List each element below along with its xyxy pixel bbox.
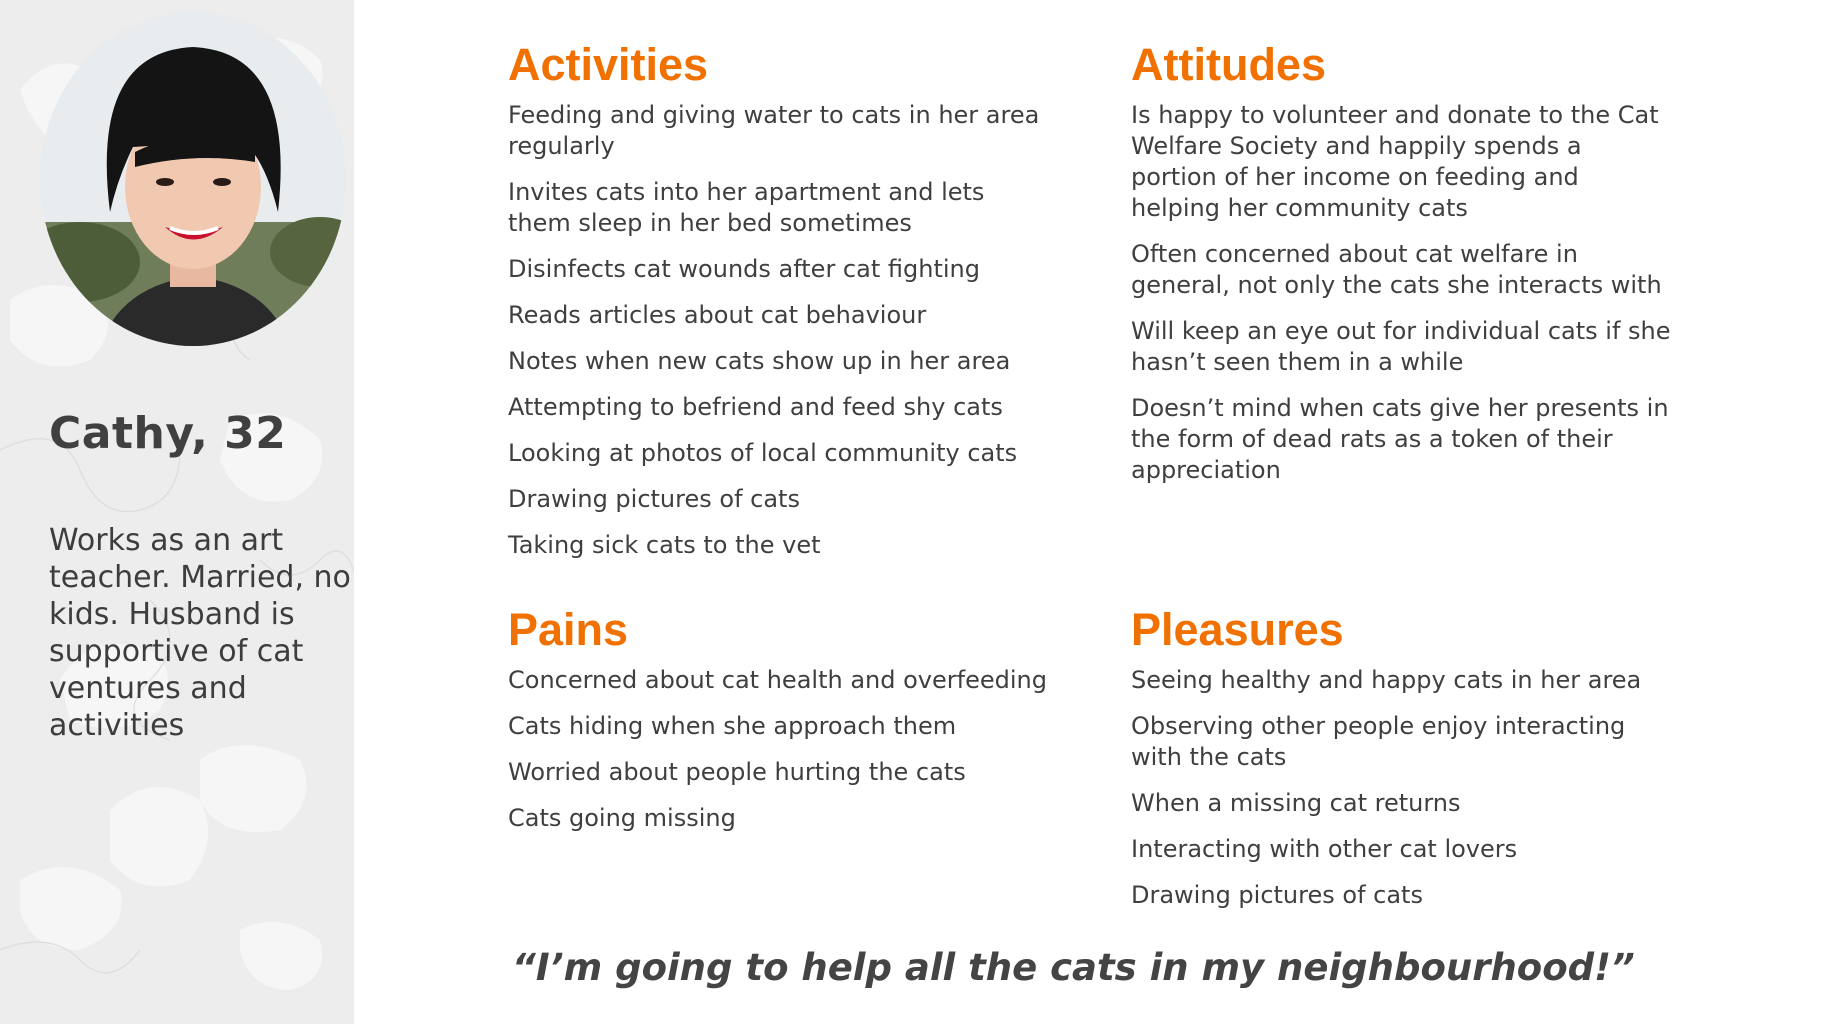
list-item: Seeing healthy and happy cats in her area [1131, 666, 1642, 694]
list-item: Cats hiding when she approach them [508, 712, 957, 740]
list-item: Will keep an eye out for individual cats if she hasn’t seen them in a while [1131, 317, 1671, 376]
persona-bio: Works as an art teacher. Married, no kids. Husband is supportive of cat ventures and activities [49, 523, 351, 743]
list-item: Drawing pictures of cats [508, 485, 800, 513]
attitudes-heading: Attitudes [1131, 39, 1326, 90]
list-item: Observing other people enjoy interacting with the cats [1131, 712, 1626, 771]
list-item: Reads articles about cat behaviour [508, 301, 927, 329]
list-item: Doesn’t mind when cats give her presents in the form of dead rats as a token of their appreciation [1131, 394, 1669, 484]
list-item: Cats going missing [508, 804, 736, 832]
list-item: Taking sick cats to the vet [508, 531, 821, 559]
list-item: Disinfects cat wounds after cat fighting [508, 255, 980, 283]
list-item: Looking at photos of local community cats [508, 439, 1018, 467]
activities-section [508, 40, 1048, 576]
pains-heading: Pains [508, 604, 629, 655]
pleasures-heading: Pleasures [1131, 604, 1344, 655]
list-item: Worried about people hurting the cats [508, 758, 966, 786]
pleasures-list [1131, 665, 1671, 911]
pains-section [508, 605, 1048, 849]
list-item: Attempting to befriend and feed shy cats [508, 393, 1003, 421]
persona-quote: “I’m going to help all the cats in my neighbourhood!” [512, 946, 1635, 989]
list-item: Drawing pictures of cats [1131, 881, 1423, 909]
attitudes-section [1131, 40, 1671, 501]
list-item: Feeding and giving water to cats in her area regularly [508, 101, 1040, 160]
pains-list [508, 665, 1048, 834]
list-item: Often concerned about cat welfare in general, not only the cats she interacts with [1131, 240, 1662, 299]
portrait-photo-icon [40, 12, 346, 346]
persona-avatar [40, 12, 346, 346]
persona-sidebar [0, 0, 354, 1024]
list-item: Notes when new cats show up in her area [508, 347, 1011, 375]
persona-name: Cathy, 32 [49, 408, 287, 459]
list-item: Concerned about cat health and overfeeding [508, 666, 1047, 694]
pleasures-section [1131, 605, 1671, 926]
list-item: When a missing cat returns [1131, 789, 1461, 817]
activities-heading: Activities [508, 39, 709, 90]
activities-list [508, 100, 1048, 561]
attitudes-list [1131, 100, 1671, 486]
list-item: Interacting with other cat lovers [1131, 835, 1518, 863]
list-item: Invites cats into her apartment and lets them sleep in her bed sometimes [508, 178, 985, 237]
list-item: Is happy to volunteer and donate to the Cat Welfare Society and happily spends a portion of her income on feeding and helping her community cats [1131, 101, 1659, 222]
